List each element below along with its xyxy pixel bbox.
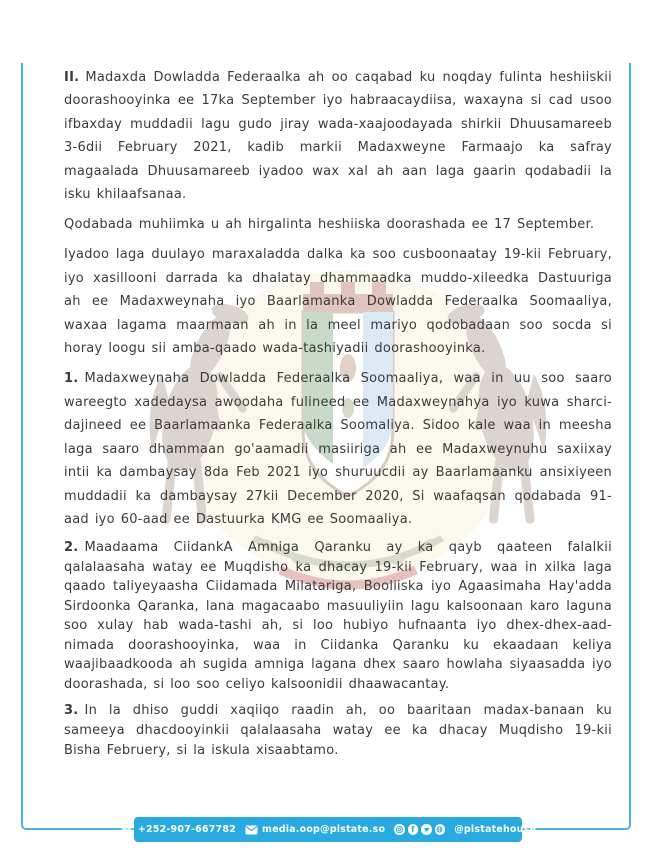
phone-number: +252-907-667782: [137, 824, 236, 835]
contact-bar: [119, 817, 537, 842]
phone-icon: ☎: [119, 823, 134, 836]
facebook-icon: f: [408, 824, 419, 835]
list-item-2-number: 2.: [64, 540, 79, 556]
social-icons: [394, 824, 445, 835]
email-contact: [245, 824, 385, 835]
document-body: [64, 66, 612, 768]
paragraph-ii: [64, 66, 612, 206]
phone-contact: [120, 824, 236, 835]
instagram-icon: [394, 824, 405, 835]
paragraph-ii-text: Madaxda Dowladda Federaalka ah oo caqabad ku noqday fulinta heshiiskii doorashooyinka ee 17ka September iyo habraacaydiisa, waxayna si cad usoo ifbaxday muddadii lagu gudo jiray wada-xaajoodayada shirkii Dhuusamareeb 3-6dii February 2021, kadib markii Madaxweyne Farmaajo ka safray magaalada Dhuusamareeb iyadoo wax xal ah aan laga gaarin qodabadii la isku khilaafsanaa.: [64, 70, 612, 203]
list-item-1-number: 1.: [64, 371, 79, 387]
list-item-3-text: In la dhiso guddi xaqiiqo raadin ah, oo baaritaan madax-banaan ku sameeya dhacdooyinkii qalalaasaha watay ee ka dhacay Muqdisho 19-kii Bisha Februery, si la iskula xisaabtamo.: [64, 703, 612, 759]
list-item-2: [64, 538, 612, 694]
paragraph-intro-text: Iyadoo laga duulayo maraxaladda dalka ka soo cusboonaatay 19-kii February, iyo xasillooni darrada ka dhalatay dhammaadka muddo-xileedka Dastuuriga ah ee Madaxweynaha iyo Baarlamanka Dowladda Federaalka Soomaaliya, waxaa lagama maarmaan ah in la meel mariyo qodobadaan soo socda si horay loogu sii amba-qaado wada-tashiyadii doorashooyinka.: [64, 247, 612, 357]
list-item-3: [64, 701, 612, 761]
list-item-1-text: Madaxweynaha Dowladda Federaalka Soomaaliya, waa in uu soo saaro wareegto xadedaysa awoodaha fulineed ee Madaxweynahya iyo kuwa sharci-dajineed ee Baarlamaanka Federaalka Soomaliya. Sidoo kale waa in meesha laga saaro dhammaan go'aamadii masiiriga ah ee Madaxweynuhu saxiixay intii ka dambaysay 8da Feb 2021 iyo shuruucdii ay Baarlamaanku ansixiyeen muddadii ka dambaysay 27kii December 2020, Si waafaqsan qodabada 91-aad iyo 60-aad ee Dastuurka KMG ee Soomaaliya.: [64, 371, 612, 527]
email-address: media.oop@plstate.so: [261, 824, 386, 835]
paragraph-intro: [64, 243, 612, 360]
list-item-1: [64, 367, 612, 531]
list-item-2-text: Maadaama CiidankA Amniga Qaranku ay ka qayb qaateen falalkii qalalaasaha watay ee Muqdisho ka dhacay 19-kii February, waa in xilka laga qaado taliyeyaasha Ciidamada Milatariga, Booliiska iyo Agaasimaha Hay'adda Sirdoonka Qaranka, lana magacaabo masuuliyiin lagu kalsoonaan karo laguna soo xulay hab wada-tashi ah, si loo hubiyo hufnaanta iyo dhex-dhex-aad-nimada doorashooyinka, waa in Ciidanka Qaranku ku ekaadaan keliya waajibaadkooda ah sugida amniga lagana dhex saaro howlaha siyaasadda iyo doorashada, si loo soo celiyo kalsoonidii dhaawacantay.: [64, 540, 612, 692]
paragraph-ii-number: II.: [64, 70, 80, 85]
list-item-3-number: 3.: [64, 703, 79, 719]
heading-qodabada-text: Qodabada muhiimka u ah hirgalinta heshiiska doorashada ee 17 September.: [64, 217, 595, 233]
envelope-icon: [245, 825, 258, 835]
globe-icon: [435, 824, 446, 835]
social-handle: @plstatehouse: [454, 824, 537, 835]
heading-qodabada: [64, 213, 612, 236]
twitter-icon: [421, 824, 432, 835]
